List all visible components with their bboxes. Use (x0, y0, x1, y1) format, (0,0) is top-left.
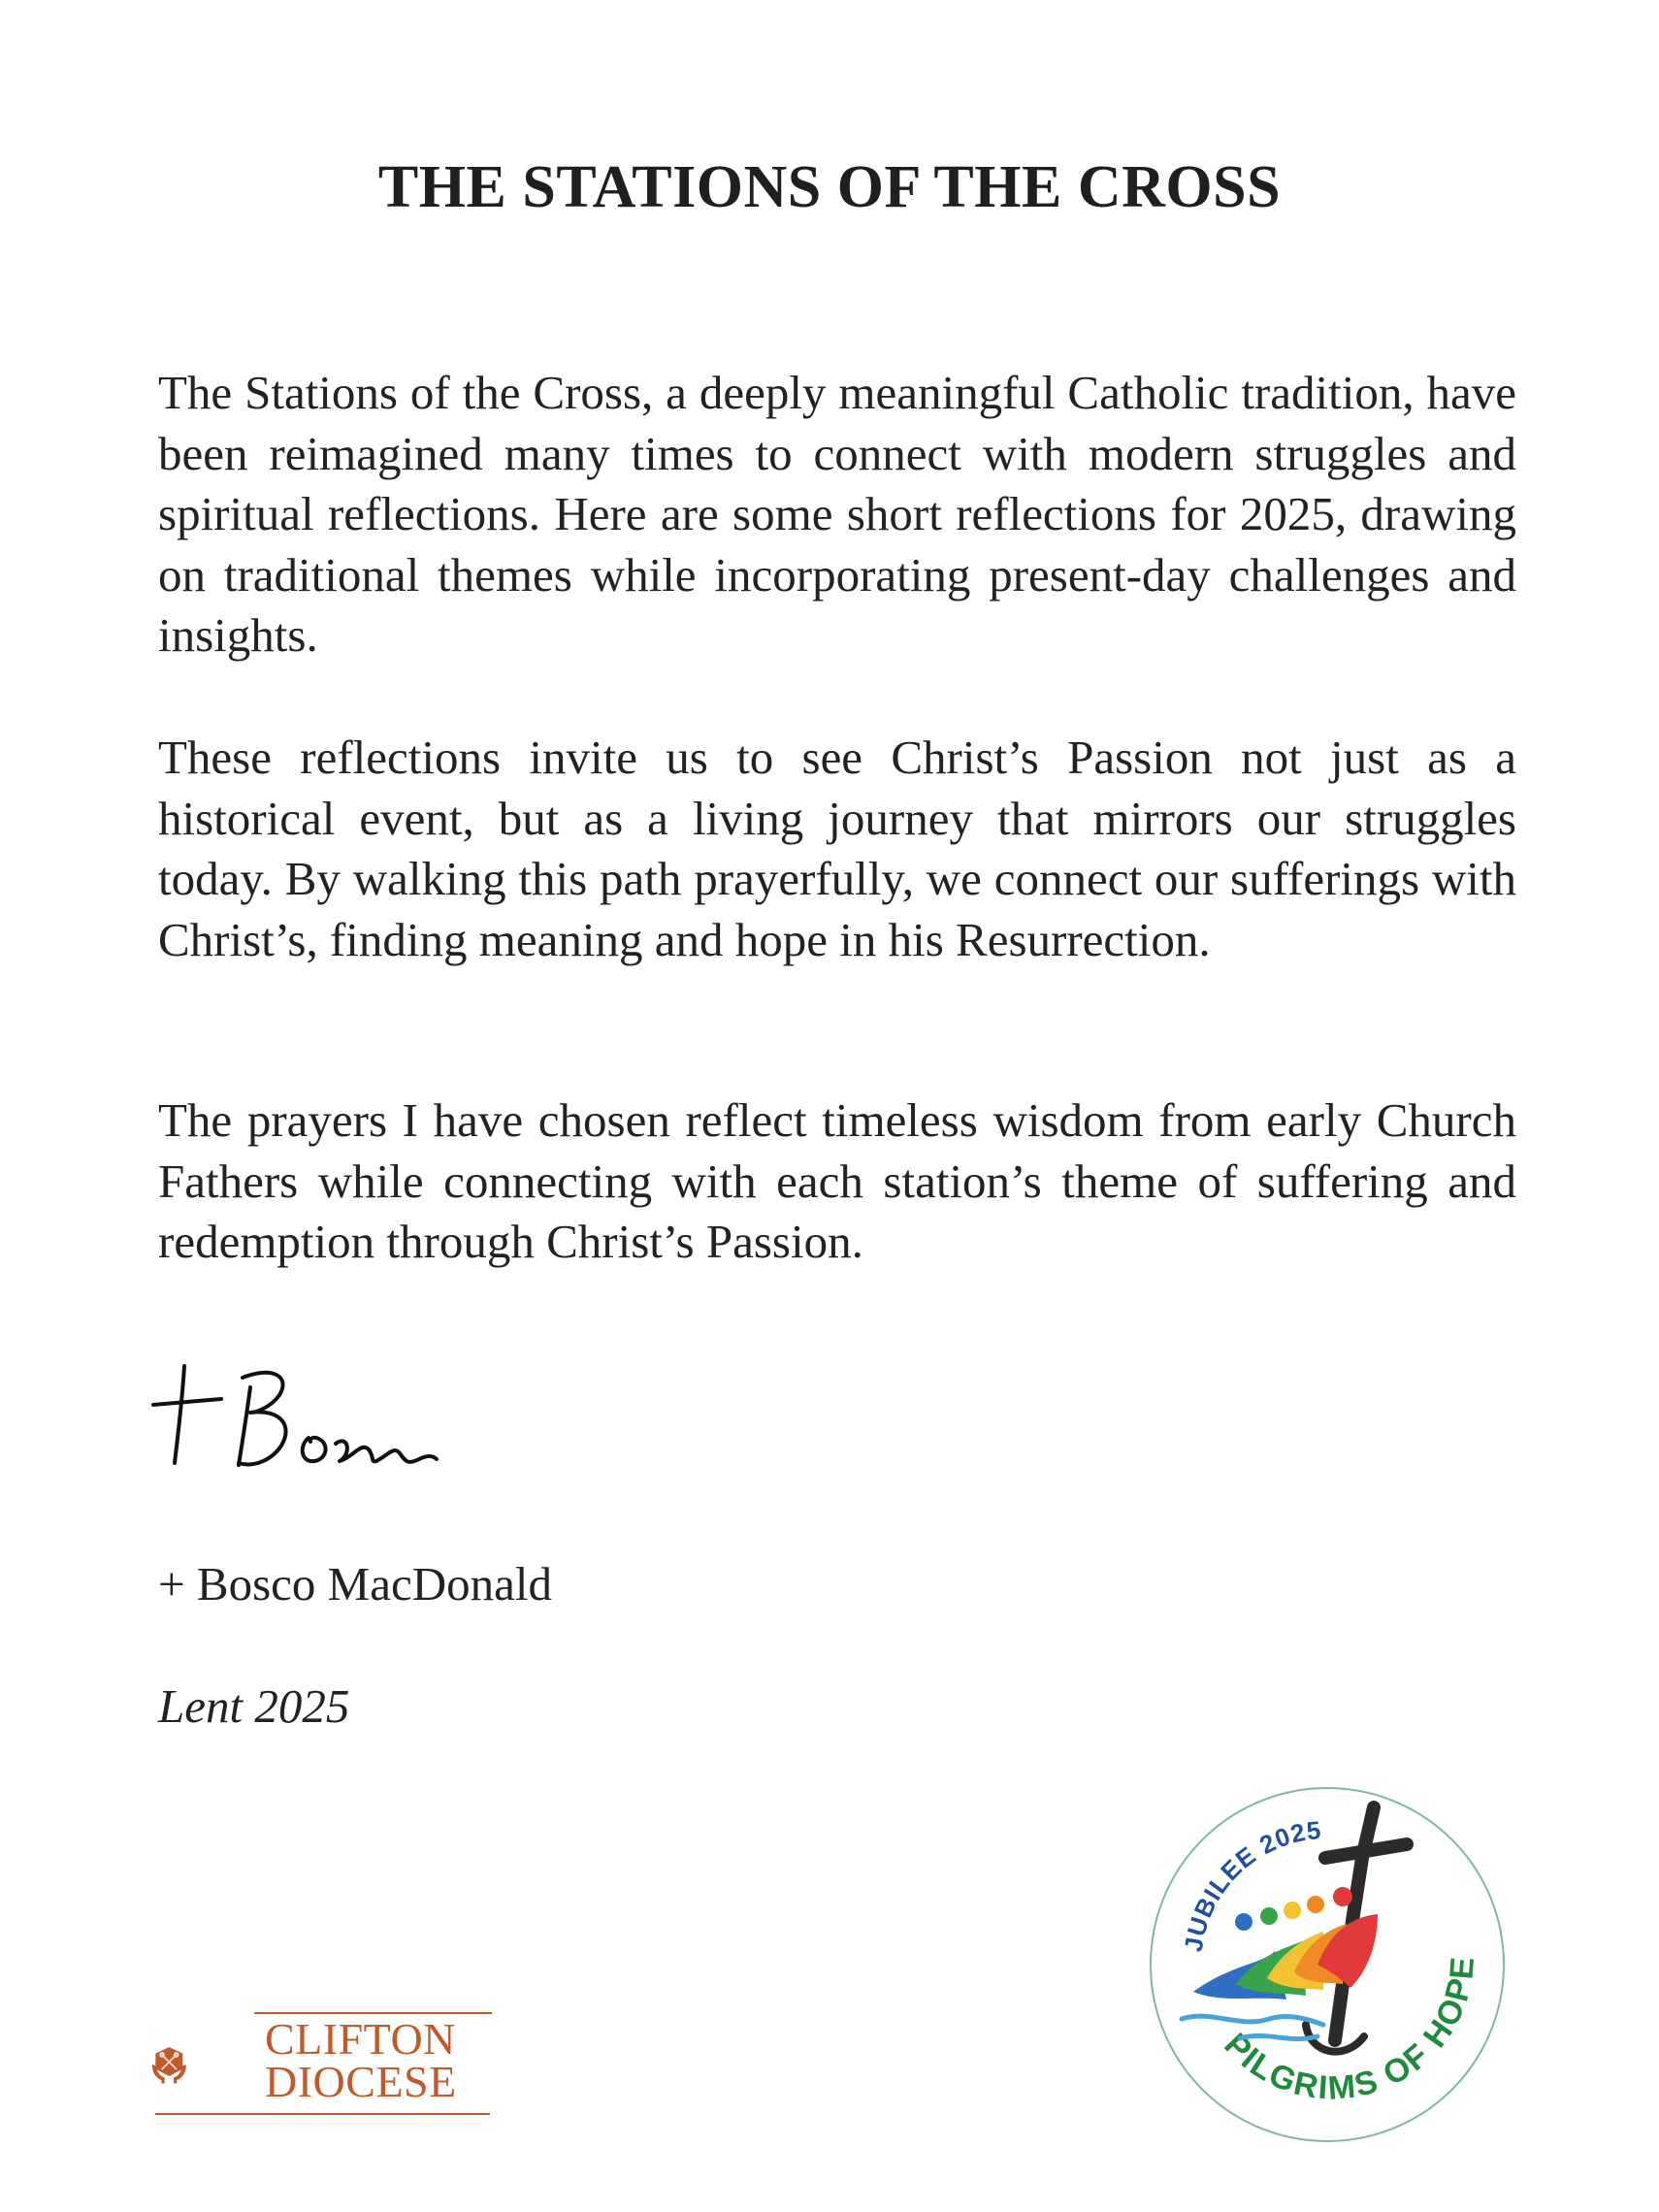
jubilee-logo-bottom-text: PILGRIMS OF HOPE (1217, 1954, 1482, 2107)
jubilee-2025-logo (1143, 1780, 1512, 2149)
document-date: Lent 2025 (158, 1679, 350, 1733)
clifton-logo-wordmark (265, 2014, 457, 2106)
jubilee-logo-top-text: JUBILEE 2025 (1178, 1814, 1323, 1954)
signer-name: + Bosco MacDonald (158, 1557, 552, 1610)
paragraph-reflections: These reflections invite us to see Christ’s Passion not just as a historical event, but as a living journey that mirrors our struggles today. By walking this path prayerfully, we connect our sufferings with Christ’s, finding meaning and hope in his Resurrection. (158, 731, 1516, 966)
clifton-diocese-logo (150, 2006, 267, 2123)
clifton-logo-rule-bottom (155, 2113, 490, 2115)
clifton-logo-line2: DIOCESE (265, 2057, 457, 2106)
handwritten-signature (146, 1349, 475, 1475)
clifton-logo-line1: CLIFTON (265, 2014, 456, 2064)
page-title: THE STATIONS OF THE CROSS (377, 154, 1282, 220)
paragraph-prayers: The prayers I have chosen reflect timeless wisdom from early Church Fathers while connecting with each station’s theme of suffering and redemption through Christ’s Passion. (158, 1093, 1516, 1268)
paragraph-intro: The Stations of the Cross, a deeply meaningful Catholic tradition, have been reimagined many times to connect with modern struggles and spiritual reflections. Here are some short reflections for 2025, drawing on traditional themes while incorporating present-day challenges and insights. (158, 366, 1516, 662)
